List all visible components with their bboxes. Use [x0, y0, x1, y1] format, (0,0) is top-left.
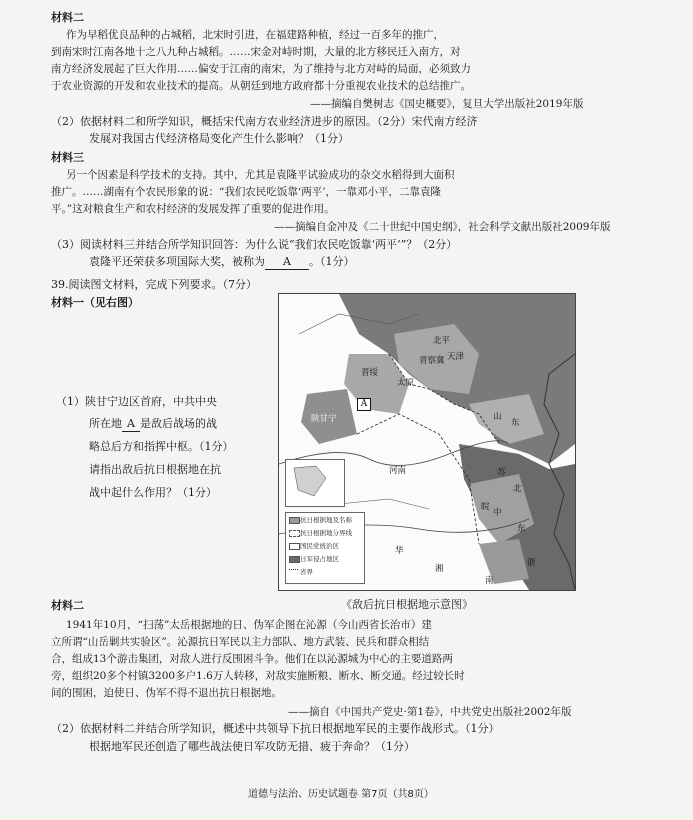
legend-swatch-base [289, 517, 300, 524]
base-areas-map [278, 293, 576, 591]
boundary-line [357, 414, 479, 544]
legend-swatch-province [289, 569, 298, 570]
paragraph-line: 合，组成13个游击集团，对敌人进行反围困斗争。他们在以沁源城为中心的主要道路两 [51, 653, 453, 665]
map-label-xiang: 湘 [435, 564, 444, 574]
paragraph-line: 作为早稻优良品种的占城稻，北宋时引进，在福建路种植，经过一百多年的推广， [66, 29, 444, 41]
paragraph-line: 立所谓“山岳剿共实验区”。沁源抗日军民以主力部队、地方武装、民兵和群众相结 [51, 636, 430, 648]
section-heading-material2-song: 材料二 [51, 11, 84, 24]
inset-graphic [286, 460, 344, 506]
paragraph-line: 另一个因素是科学技术的支持。其中，尤其是袁隆平试验成功的杂交水稻得到大面积 [66, 169, 455, 181]
map-label-zhe: 浙 [527, 558, 536, 568]
question-39-1-line: （1）陕甘宁边区首府，中共中央 [56, 395, 217, 408]
map-label-hua: 华 [395, 546, 404, 556]
legend-item: 日军侵占地区 [300, 555, 339, 563]
map-label-dong2: 东 [517, 524, 526, 534]
section-heading-material2-war: 材料二 [51, 599, 84, 612]
page-footer: 道德与法治、历史试题卷 第7页（共8页） [248, 789, 434, 800]
map-label-jinsui: 晋绥 [361, 368, 379, 378]
map-label-tianjin: 天津 [447, 352, 465, 362]
map-label-wan: 皖 [481, 502, 490, 512]
question-39-1-line: 略总后方和指挥中枢。（1分） [89, 440, 234, 453]
question-39-2-line: （2）依据材料二并结合所学知识，概述中共领导下抗日根据地军民的主要作战形式。（1分） [51, 722, 500, 735]
map-label-dong: 东 [511, 418, 520, 428]
answer-blank-a-39[interactable]: A [122, 417, 140, 432]
legend-swatch-boundary [289, 530, 300, 537]
paragraph-line: 推广。……湖南有个农民形象的说：“我们农民吃饭靠‘两平’，一靠邓小平，二靠袁隆 [51, 186, 442, 198]
map-label-bei: 北 [513, 484, 522, 494]
source-citation: ——摘编自樊树志《国史概要》，复旦大学出版社2019年版 [310, 98, 584, 110]
question-39-1-line-2 [89, 417, 217, 432]
legend-swatch-kmt [289, 543, 300, 550]
map-caption: 《敌后抗日根据地示意图》 [341, 598, 473, 611]
paragraph-line: 南方经济发展起了巨大作用……偏安于江南的南宋，为了维持与北方对峙的局面，必须致力 [51, 63, 471, 75]
map-label-beiping: 北平 [433, 336, 451, 346]
map-label-shaanganning: 陕甘宁 [311, 414, 337, 424]
q1-text-before: 所在地 [89, 417, 122, 430]
legend-item: 国民党统治区 [300, 542, 339, 550]
source-citation: ——摘编自金冲及《二十世纪中国史纲》，社会科学文献出版社2009年版 [274, 221, 611, 233]
q3-text-before: 袁隆平还荣获多项国际大奖，被称为 [89, 255, 265, 268]
paragraph-line: 到南宋时江南各地十之八九种占城稻。……宋金对峙时期，大量的北方移民迁入南方，对 [51, 46, 461, 58]
question-39-1-line: 请指出敌后抗日根据地在抗 [89, 463, 221, 476]
section-heading-material1: 材料一（见右图） [51, 296, 139, 309]
question-3-line-2 [89, 255, 355, 270]
map-label-zhong: 中 [493, 508, 502, 518]
map-label-henan: 河南 [389, 466, 407, 476]
question-3-line: （3）阅读材料三并结合所学知识回答：为什么说“我们农民吃饭靠‘两平’”？（2分） [51, 238, 458, 251]
paragraph-line: 1941年10月，“扫荡”太岳根据地的日、伪军企图在沁源（今山西省长治市）建 [66, 619, 432, 631]
legend-item: 抗日根据地分界线 [300, 529, 352, 537]
question-39-2-line: 根据地军民还创造了哪些战法使日军攻防无措、疲于奔命？（1分） [89, 740, 415, 753]
paragraph-line: 旁，组织20多个村镇3200多户1.6万人转移，对敌实施断粮、断水、断交通。经过较长时 [51, 670, 465, 682]
legend-item: 抗日根据地及名称 [300, 516, 352, 524]
question-2-line: （2）依据材料二和所学知识，概括宋代南方农业经济进步的原因。（2分）宋代南方经济 [51, 115, 478, 128]
map-label-jinchaji: 晋察冀 [419, 356, 445, 366]
question-2-line: 发展对我国古代经济格局变化产生什么影响？（1分） [89, 132, 349, 145]
question-39-1-line: 战中起什么作用？（1分） [89, 486, 217, 499]
map-label-taiyuan: 太原 [397, 378, 415, 388]
paragraph-line: 于农业资源的开发和农业技术的提高。从朝廷到地方政府都十分重视农业技术的总结推广。 [51, 80, 471, 92]
q3-text-after: 。（1分） [309, 255, 355, 268]
answer-blank-a[interactable]: A [265, 255, 309, 270]
legend-item: 省界 [300, 568, 313, 576]
map-legend [285, 512, 365, 584]
question-39-title: 39.阅读图文材料，完成下列要求。（7分） [51, 278, 257, 291]
paragraph-line: 间的围困，迫使日、伪军不得不退出抗日根据地。 [51, 687, 282, 699]
map-label-nan: 南 [485, 576, 494, 586]
map-inset-south-sea [285, 459, 345, 507]
map-label-shan: 山 [493, 412, 502, 422]
paragraph-line: 平。”这对粮食生产和农村经济的发展发挥了重要的促进作用。 [51, 203, 335, 215]
q1-text-after: 是敌后战场的战 [140, 417, 217, 430]
legend-swatch-occupied [289, 556, 300, 563]
source-citation: ——摘自《中国共产党史·第1卷》，中共党史出版社2002年版 [288, 706, 572, 718]
section-heading-material3: 材料三 [51, 151, 84, 164]
map-label-su: 苏 [497, 468, 506, 478]
map-label-a-box: A [357, 398, 371, 411]
